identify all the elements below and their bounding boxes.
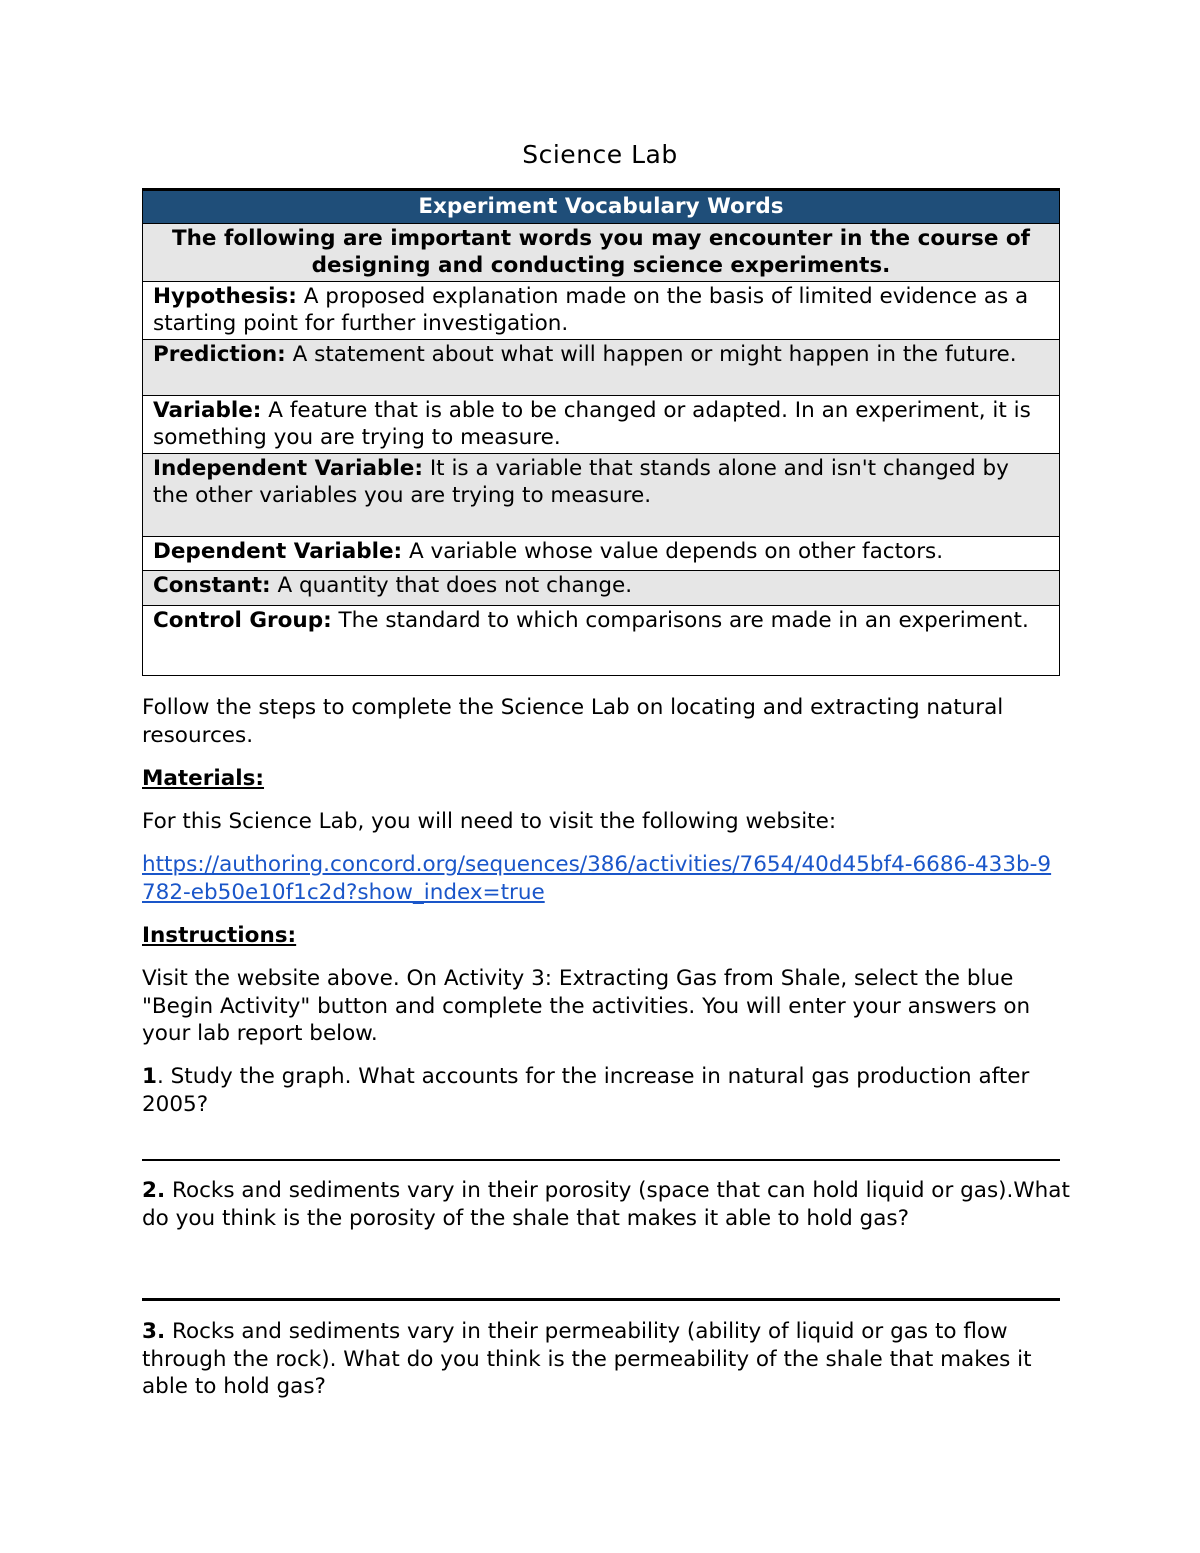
- answer-line-2: [142, 1298, 1060, 1301]
- vocab-term: Control Group:: [153, 608, 332, 633]
- vocab-definition: A quantity that does not change.: [270, 573, 633, 598]
- vocab-term: Hypothesis:: [153, 284, 297, 309]
- vocab-row-variable: [143, 396, 1060, 454]
- vocab-term: Dependent Variable:: [153, 539, 403, 564]
- vocabulary-table-header: Experiment Vocabulary Words: [143, 190, 1060, 224]
- vocab-definition: A variable whose value depends on other factors.: [402, 539, 944, 564]
- question-2: [142, 1177, 1072, 1232]
- follow-steps-text: Follow the steps to complete the Science Lab on locating and extracting natural resources.: [142, 695, 1004, 748]
- vocab-term: Variable:: [153, 398, 262, 423]
- vocab-row-prediction: [143, 340, 1060, 396]
- question-number: 3.: [142, 1319, 166, 1344]
- vocab-definition: A statement about what will happen or might happen in the future.: [285, 342, 1017, 367]
- vocab-row-dependent-variable: [143, 537, 1060, 571]
- instructions-text: Visit the website above. On Activity 3: Extracting Gas from Shale, select the blue "Begin Activity" button and complete the activities. You will enter your answers on your lab report below.: [142, 966, 1031, 1046]
- vocab-row-constant: [143, 571, 1060, 606]
- answer-line-1: [142, 1159, 1060, 1161]
- vocab-row-hypothesis: [143, 282, 1060, 340]
- question-1: [142, 1063, 1072, 1118]
- vocab-row-control-group: [143, 606, 1060, 676]
- instructions-heading: [142, 922, 1072, 950]
- vocab-definition: It is a variable that stands alone and isn't changed by: [423, 456, 1009, 481]
- vocab-definition: A proposed explanation made on the basis of limited evidence as a starting point for further investigation.: [153, 284, 1029, 336]
- vocabulary-table-intro: The following are important words you may encounter in the course of designing and conducting science experiments.: [143, 224, 1060, 282]
- vocab-row-independent-variable: [143, 454, 1060, 537]
- question-number: 2.: [142, 1178, 166, 1203]
- vocabulary-table: [142, 188, 1060, 676]
- question-text: . Study the graph. What accounts for the increase in natural gas production after 2005?: [142, 1064, 1030, 1117]
- question-number: 1: [142, 1064, 157, 1089]
- materials-heading: [142, 765, 1072, 793]
- website-link[interactable]: https://authoring.concord.org/sequences/386/activities/7654/40d45bf4-6686-433b-9782-eb50e10f1c2d?show_index=true: [142, 852, 1052, 905]
- website-link-container: [142, 851, 1060, 906]
- materials-label: Materials:: [142, 766, 265, 791]
- instructions-label: Instructions:: [142, 923, 297, 948]
- question-text: Rocks and sediments vary in their permeability (ability of liquid or gas to flow through the rock). What do you think is the permeability of the shale that makes it able to hold gas?: [142, 1319, 1032, 1399]
- vocab-definition: The standard to which comparisons are made in an experiment.: [331, 608, 1029, 633]
- materials-text: For this Science Lab, you will need to visit the following website:: [142, 809, 837, 834]
- vocab-term: Constant:: [153, 573, 271, 598]
- vocab-term: Independent Variable:: [153, 456, 423, 481]
- page-title: Science Lab: [522, 140, 678, 169]
- vocab-definition: A feature that is able to be changed or adapted. In an experiment, it is something you are trying to measure.: [153, 398, 1031, 450]
- vocab-definition-continued: the other variables you are trying to measure.: [153, 483, 652, 508]
- question-3: [142, 1318, 1072, 1401]
- vocab-term: Prediction:: [153, 342, 286, 367]
- question-text: Rocks and sediments vary in their porosity (space that can hold liquid or gas).What do you think is the porosity of the shale that makes it able to hold gas?: [142, 1178, 1070, 1231]
